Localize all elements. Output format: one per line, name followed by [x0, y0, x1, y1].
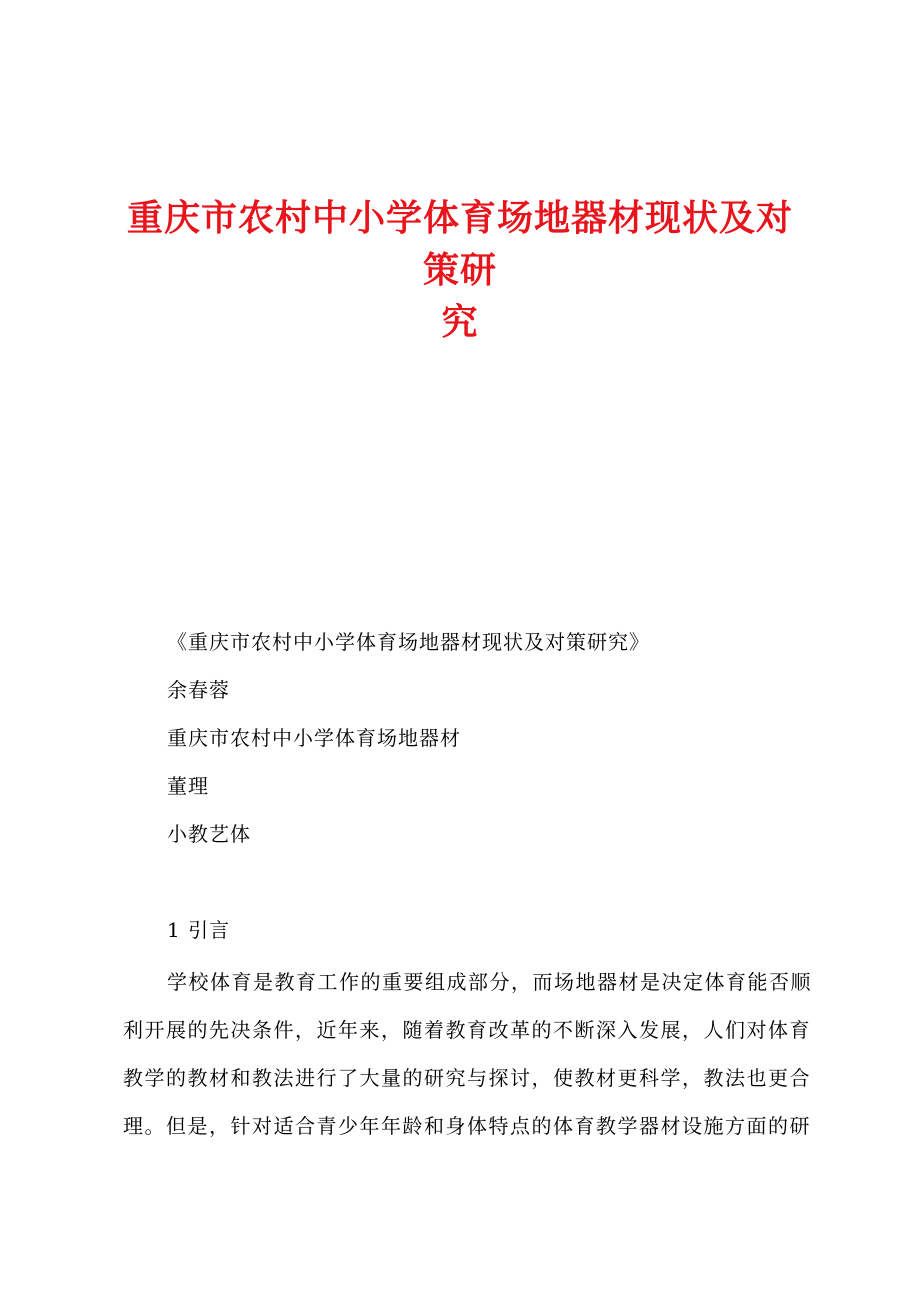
document-title — [110, 192, 810, 348]
metadata-line-author: 余春蓉 — [167, 678, 230, 702]
paragraph-line: 理。但是，针对适合青少年年龄和身体特点的体育教学器材设施方面的研 — [123, 1114, 811, 1138]
section-heading-introduction: 1 引言 — [167, 918, 231, 942]
metadata-line-category: 小教艺体 — [167, 822, 251, 846]
paragraph-line: 教学的教材和教法进行了大量的研究与探讨，使教材更科学，教法也更合 — [123, 1066, 811, 1090]
introduction-paragraph — [123, 963, 812, 1155]
metadata-line-keywords: 重庆市农村中小学体育场地器材 — [167, 726, 461, 750]
document-metadata — [167, 626, 847, 866]
paragraph-line: 利开展的先决条件，近年来，随着教育改革的不断深入发展，人们对体育 — [123, 1018, 811, 1042]
metadata-line-editor: 董理 — [167, 774, 209, 798]
document-title-line-1: 重庆市农村中小学体育场地器材现状及对策研 — [126, 197, 793, 291]
document-title-line-2: 究 — [441, 301, 479, 343]
paragraph-line: 学校体育是教育工作的重要组成部分，而场地器材是决定体育能否顺 — [167, 970, 812, 994]
metadata-line-title: 《重庆市农村中小学体育场地器材现状及对策研究》 — [167, 630, 650, 654]
